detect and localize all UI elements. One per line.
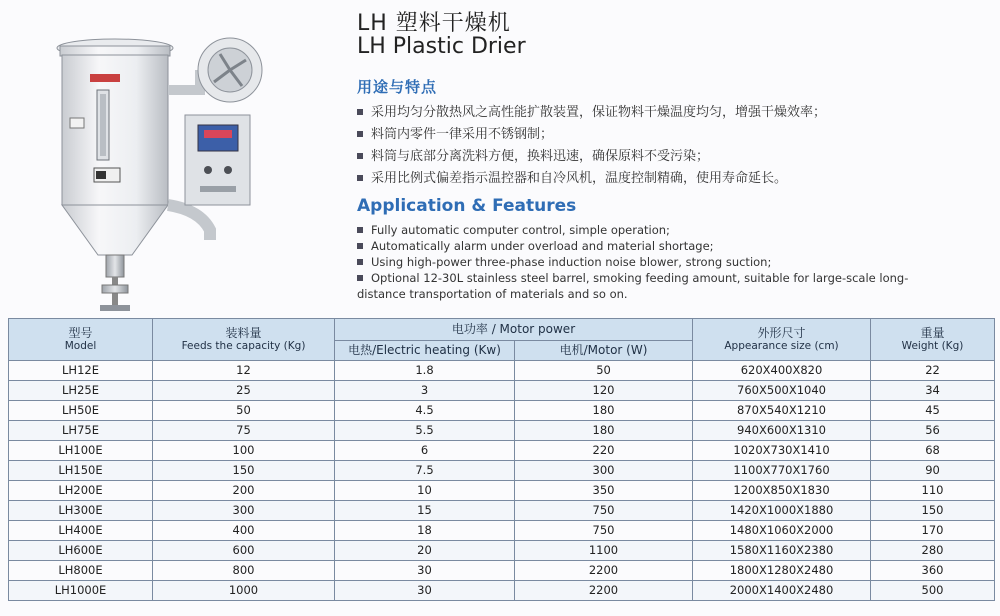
title-chinese: LH 塑料干燥机 — [357, 11, 511, 36]
warning-label — [90, 74, 120, 82]
features-heading-english: Application & Features — [357, 196, 577, 216]
table-row: LH800E 800 30 2200 1800X1280X2480 360 — [9, 561, 995, 581]
title-english: LH Plastic Drier — [357, 34, 526, 59]
table-row: LH12E 12 1.8 50 620X400X820 22 — [9, 361, 995, 381]
list-item: 采用比例式偏差指示温控器和自冷风机，温度控制精确，使用寿命延长。 — [357, 168, 826, 190]
list-item: 料筒内零件一律采用不锈钢制； — [357, 124, 826, 146]
bullet-square-icon — [357, 243, 363, 249]
header-power: 电功率 / Motor power — [335, 319, 693, 341]
list-item: Optional 12-30L stainless steel barrel, smoking feeding amount, suitable for large-scale long-distance transportation of materials and so on. — [357, 271, 909, 301]
header-motor: 电机/Motor (W) — [515, 341, 693, 361]
features-list-english — [357, 222, 917, 302]
table-row: LH200E 200 10 350 1200X850X1830 110 — [9, 481, 995, 501]
list-item: Fully automatic computer control, simple operation; — [357, 222, 917, 238]
table-row: LH50E 50 4.5 180 870X540X1210 45 — [9, 401, 995, 421]
list-item: 料筒与底部分离洗料方便，换料迅速，确保原料不受污染； — [357, 146, 826, 168]
list-item: Using high-power three-phase induction noise blower, strong suction; — [357, 254, 917, 270]
table-row: LH600E 600 20 1100 1580X1160X2380 280 — [9, 541, 995, 561]
table-row: LH25E 25 3 120 760X500X1040 34 — [9, 381, 995, 401]
header-heating: 电热/Electric heating (Kw) — [335, 341, 515, 361]
table-row: LH150E 150 7.5 300 1100X770X1760 90 — [9, 461, 995, 481]
bullet-square-icon — [357, 227, 363, 233]
table-row: LH400E 400 18 750 1480X1060X2000 170 — [9, 521, 995, 541]
bullet-square-icon — [357, 153, 363, 159]
bullet-square-icon — [357, 109, 363, 115]
spec-table — [8, 318, 995, 601]
features-heading-chinese: 用途与特点 — [357, 78, 438, 96]
table-row: LH300E 300 15 750 1420X1000X1880 150 — [9, 501, 995, 521]
bullet-square-icon — [357, 275, 363, 281]
bullet-square-icon — [357, 175, 363, 181]
list-item: Automatically alarm under overload and material shortage; — [357, 238, 917, 254]
header-weight: 重量 Weight (Kg) — [871, 319, 995, 361]
header-capacity: 装料量 Feeds the capacity (Kg) — [153, 319, 335, 361]
list-item: 采用均匀分散热风之高性能扩散装置，保证物料干燥温度均匀，增强干燥效率； — [357, 102, 826, 124]
header-model: 型号 Model — [9, 319, 153, 361]
bullet-square-icon — [357, 131, 363, 137]
bullet-square-icon — [357, 259, 363, 265]
table-row: LH1000E 1000 30 2200 2000X1400X2480 500 — [9, 581, 995, 601]
hopper-cone — [62, 205, 168, 255]
table-row: LH75E 75 5.5 180 940X600X1310 56 — [9, 421, 995, 441]
product-image — [50, 30, 280, 320]
features-list-chinese — [357, 102, 826, 190]
table-row: LH100E 100 6 220 1020X730X1410 68 — [9, 441, 995, 461]
header-size: 外形尺寸 Appearance size (cm) — [693, 319, 871, 361]
